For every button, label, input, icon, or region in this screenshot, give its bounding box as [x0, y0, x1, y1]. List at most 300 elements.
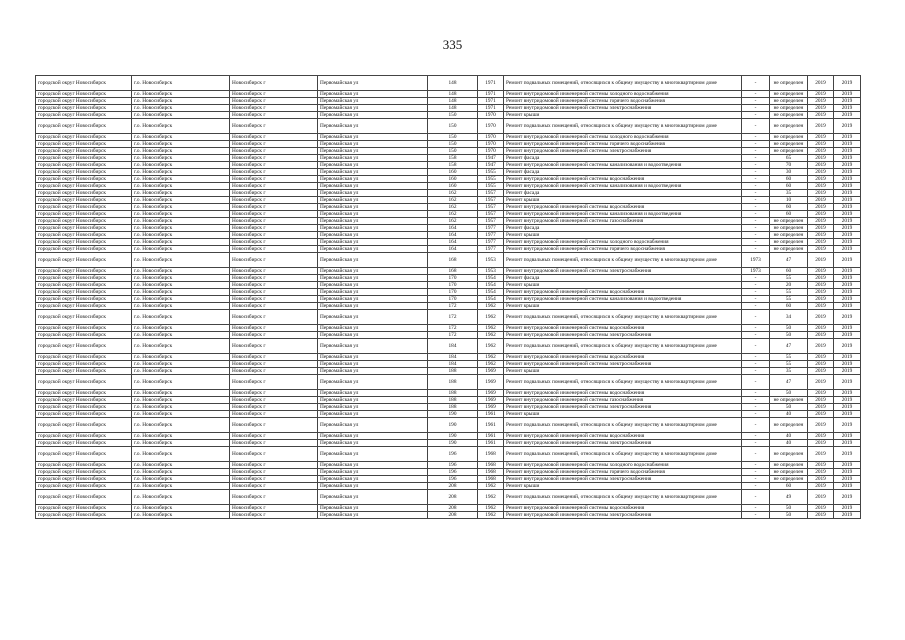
- table-row: [36, 483, 861, 490]
- settlement-cell: Новосибирск г: [230, 390, 318, 397]
- wear-percent-cell: 47: [770, 339, 808, 354]
- urban-district-cell: г.о. Новосибирск: [132, 332, 230, 339]
- street-cell: Первомайская ул: [318, 418, 428, 433]
- street-cell: Первомайская ул: [318, 112, 428, 119]
- plan-end-year-cell: 2019: [834, 354, 861, 361]
- last-repair-year-cell: -: [742, 176, 770, 183]
- settlement-cell: Новосибирск г: [230, 253, 318, 268]
- last-repair-year-cell: -: [742, 239, 770, 246]
- table-row: [36, 141, 861, 148]
- street-cell: Первомайская ул: [318, 433, 428, 440]
- municipality-cell: городской округ Новосибирск: [36, 76, 132, 91]
- plan-end-year-cell: 2019: [834, 183, 861, 190]
- house-number-cell: 160: [428, 169, 478, 176]
- house-number-cell: 190: [428, 433, 478, 440]
- table-row: [36, 91, 861, 98]
- wear-percent-cell: 47: [770, 253, 808, 268]
- plan-start-year-cell: 2019: [808, 332, 834, 339]
- plan-start-year-cell: 2019: [808, 325, 834, 332]
- plan-start-year-cell: 2019: [808, 246, 834, 253]
- table-row: [36, 433, 861, 440]
- settlement-cell: Новосибирск г: [230, 303, 318, 310]
- settlement-cell: Новосибирск г: [230, 246, 318, 253]
- plan-end-year-cell: 2019: [834, 339, 861, 354]
- plan-end-year-cell: 2019: [834, 218, 861, 225]
- commission-year-cell: 1954: [478, 282, 504, 289]
- street-cell: Первомайская ул: [318, 411, 428, 418]
- last-repair-year-cell: -: [742, 289, 770, 296]
- table-row: [36, 310, 861, 325]
- street-cell: Первомайская ул: [318, 339, 428, 354]
- plan-end-year-cell: 2019: [834, 390, 861, 397]
- municipality-cell: городской округ Новосибирск: [36, 190, 132, 197]
- commission-year-cell: 1962: [478, 354, 504, 361]
- plan-end-year-cell: 2019: [834, 433, 861, 440]
- house-number-cell: 208: [428, 490, 478, 505]
- settlement-cell: Новосибирск г: [230, 361, 318, 368]
- plan-start-year-cell: 2019: [808, 76, 834, 91]
- table-row: [36, 169, 861, 176]
- wear-percent-cell: не определен: [770, 462, 808, 469]
- plan-start-year-cell: 2019: [808, 162, 834, 169]
- plan-start-year-cell: 2019: [808, 105, 834, 112]
- last-repair-year-cell: -: [742, 476, 770, 483]
- plan-end-year-cell: 2019: [834, 275, 861, 282]
- plan-end-year-cell: 2019: [834, 141, 861, 148]
- wear-percent-cell: 40: [770, 440, 808, 447]
- work-type-cell: Ремонт внутридомовой инженерной системы холодного водоснабжения: [504, 462, 742, 469]
- last-repair-year-cell: -: [742, 303, 770, 310]
- urban-district-cell: г.о. Новосибирск: [132, 368, 230, 375]
- work-type-cell: Ремонт подвальных помещений, относящихся к общему имуществу в многоквартирном доме: [504, 339, 742, 354]
- house-number-cell: 168: [428, 253, 478, 268]
- last-repair-year-cell: -: [742, 447, 770, 462]
- municipality-cell: городской округ Новосибирск: [36, 134, 132, 141]
- last-repair-year-cell: -: [742, 197, 770, 204]
- last-repair-year-cell: -: [742, 390, 770, 397]
- street-cell: Первомайская ул: [318, 141, 428, 148]
- street-cell: Первомайская ул: [318, 332, 428, 339]
- urban-district-cell: г.о. Новосибирск: [132, 162, 230, 169]
- urban-district-cell: г.о. Новосибирск: [132, 469, 230, 476]
- plan-end-year-cell: 2019: [834, 512, 861, 519]
- plan-start-year-cell: 2019: [808, 361, 834, 368]
- municipality-cell: городской округ Новосибирск: [36, 204, 132, 211]
- municipality-cell: городской округ Новосибирск: [36, 289, 132, 296]
- plan-end-year-cell: 2019: [834, 268, 861, 275]
- commission-year-cell: 1962: [478, 303, 504, 310]
- table-row: [36, 462, 861, 469]
- commission-year-cell: 1970: [478, 119, 504, 134]
- street-cell: Первомайская ул: [318, 375, 428, 390]
- house-number-cell: 190: [428, 418, 478, 433]
- commission-year-cell: 1962: [478, 483, 504, 490]
- table-row: [36, 469, 861, 476]
- street-cell: Первомайская ул: [318, 183, 428, 190]
- house-number-cell: 190: [428, 440, 478, 447]
- wear-percent-cell: 70: [770, 162, 808, 169]
- wear-percent-cell: не определен: [770, 112, 808, 119]
- work-type-cell: Ремонт крыши: [504, 232, 742, 239]
- wear-percent-cell: 60: [770, 211, 808, 218]
- plan-end-year-cell: 2019: [834, 469, 861, 476]
- commission-year-cell: 1977: [478, 225, 504, 232]
- settlement-cell: Новосибирск г: [230, 91, 318, 98]
- table-row: [36, 390, 861, 397]
- table-row: [36, 447, 861, 462]
- street-cell: Первомайская ул: [318, 289, 428, 296]
- settlement-cell: Новосибирск г: [230, 98, 318, 105]
- wear-percent-cell: 49: [770, 490, 808, 505]
- street-cell: Первомайская ул: [318, 162, 428, 169]
- repair-schedule-table: [35, 75, 861, 519]
- plan-end-year-cell: 2019: [834, 282, 861, 289]
- urban-district-cell: г.о. Новосибирск: [132, 141, 230, 148]
- plan-start-year-cell: 2019: [808, 303, 834, 310]
- urban-district-cell: г.о. Новосибирск: [132, 303, 230, 310]
- work-type-cell: Ремонт подвальных помещений, относящихся к общему имуществу в многоквартирном доме: [504, 119, 742, 134]
- urban-district-cell: г.о. Новосибирск: [132, 512, 230, 519]
- plan-end-year-cell: 2019: [834, 462, 861, 469]
- house-number-cell: 148: [428, 98, 478, 105]
- street-cell: Первомайская ул: [318, 404, 428, 411]
- house-number-cell: 162: [428, 211, 478, 218]
- plan-start-year-cell: 2019: [808, 155, 834, 162]
- work-type-cell: Ремонт внутридомовой инженерной системы водоснабжения: [504, 325, 742, 332]
- commission-year-cell: 1970: [478, 134, 504, 141]
- urban-district-cell: г.о. Новосибирск: [132, 354, 230, 361]
- table-row: [36, 339, 861, 354]
- plan-end-year-cell: 2019: [834, 325, 861, 332]
- commission-year-cell: 1969: [478, 397, 504, 404]
- table-row: [36, 440, 861, 447]
- street-cell: Первомайская ул: [318, 483, 428, 490]
- table-body: [36, 76, 861, 519]
- street-cell: Первомайская ул: [318, 505, 428, 512]
- wear-percent-cell: не определен: [770, 469, 808, 476]
- plan-end-year-cell: 2019: [834, 411, 861, 418]
- municipality-cell: городской округ Новосибирск: [36, 332, 132, 339]
- plan-start-year-cell: 2019: [808, 390, 834, 397]
- urban-district-cell: г.о. Новосибирск: [132, 246, 230, 253]
- municipality-cell: городской округ Новосибирск: [36, 462, 132, 469]
- work-type-cell: Ремонт внутридомовой инженерной системы канализования и водоотведения: [504, 162, 742, 169]
- settlement-cell: Новосибирск г: [230, 275, 318, 282]
- last-repair-year-cell: -: [742, 296, 770, 303]
- work-type-cell: Ремонт подвальных помещений, относящихся к общему имуществу в многоквартирном доме: [504, 447, 742, 462]
- house-number-cell: 188: [428, 375, 478, 390]
- wear-percent-cell: не определен: [770, 218, 808, 225]
- commission-year-cell: 1947: [478, 155, 504, 162]
- work-type-cell: Ремонт внутридомовой инженерной системы водоснабжения: [504, 390, 742, 397]
- wear-percent-cell: 50: [770, 404, 808, 411]
- last-repair-year-cell: -: [742, 275, 770, 282]
- street-cell: Первомайская ул: [318, 325, 428, 332]
- house-number-cell: 162: [428, 190, 478, 197]
- plan-end-year-cell: 2019: [834, 368, 861, 375]
- urban-district-cell: г.о. Новосибирск: [132, 476, 230, 483]
- table-row: [36, 268, 861, 275]
- settlement-cell: Новосибирск г: [230, 476, 318, 483]
- house-number-cell: 150: [428, 134, 478, 141]
- street-cell: Первомайская ул: [318, 190, 428, 197]
- wear-percent-cell: 65: [770, 155, 808, 162]
- wear-percent-cell: не определен: [770, 91, 808, 98]
- plan-end-year-cell: 2019: [834, 397, 861, 404]
- wear-percent-cell: не определен: [770, 76, 808, 91]
- house-number-cell: 172: [428, 310, 478, 325]
- settlement-cell: Новосибирск г: [230, 375, 318, 390]
- table-row: [36, 112, 861, 119]
- wear-percent-cell: 40: [770, 433, 808, 440]
- work-type-cell: Ремонт внутридомовой инженерной системы водоснабжения: [504, 505, 742, 512]
- settlement-cell: Новосибирск г: [230, 112, 318, 119]
- plan-start-year-cell: 2019: [808, 296, 834, 303]
- wear-percent-cell: не определен: [770, 397, 808, 404]
- wear-percent-cell: не определен: [770, 225, 808, 232]
- wear-percent-cell: не определен: [770, 239, 808, 246]
- work-type-cell: Ремонт внутридомовой инженерной системы газоснабжения: [504, 218, 742, 225]
- commission-year-cell: 1971: [478, 76, 504, 91]
- work-type-cell: Ремонт подвальных помещений, относящихся к общему имуществу в многоквартирном доме: [504, 418, 742, 433]
- plan-end-year-cell: 2019: [834, 232, 861, 239]
- commission-year-cell: 1953: [478, 268, 504, 275]
- plan-start-year-cell: 2019: [808, 447, 834, 462]
- plan-start-year-cell: 2019: [808, 218, 834, 225]
- house-number-cell: 170: [428, 275, 478, 282]
- house-number-cell: 188: [428, 368, 478, 375]
- table-row: [36, 512, 861, 519]
- house-number-cell: 164: [428, 239, 478, 246]
- plan-end-year-cell: 2019: [834, 239, 861, 246]
- house-number-cell: 160: [428, 176, 478, 183]
- municipality-cell: городской округ Новосибирск: [36, 354, 132, 361]
- wear-percent-cell: 10: [770, 197, 808, 204]
- municipality-cell: городской округ Новосибирск: [36, 162, 132, 169]
- street-cell: Первомайская ул: [318, 361, 428, 368]
- street-cell: Первомайская ул: [318, 390, 428, 397]
- settlement-cell: Новосибирск г: [230, 354, 318, 361]
- plan-end-year-cell: 2019: [834, 197, 861, 204]
- plan-start-year-cell: 2019: [808, 490, 834, 505]
- urban-district-cell: г.о. Новосибирск: [132, 98, 230, 105]
- plan-start-year-cell: 2019: [808, 197, 834, 204]
- commission-year-cell: 1962: [478, 332, 504, 339]
- plan-end-year-cell: 2019: [834, 98, 861, 105]
- table-row: [36, 490, 861, 505]
- work-type-cell: Ремонт внутридомовой инженерной системы электроснабжения: [504, 476, 742, 483]
- plan-start-year-cell: 2019: [808, 183, 834, 190]
- plan-start-year-cell: 2019: [808, 469, 834, 476]
- commission-year-cell: 1955: [478, 183, 504, 190]
- table-row: [36, 411, 861, 418]
- table-row: [36, 325, 861, 332]
- page-number: 335: [442, 37, 463, 52]
- urban-district-cell: г.о. Новосибирск: [132, 275, 230, 282]
- house-number-cell: 150: [428, 141, 478, 148]
- wear-percent-cell: не определен: [770, 134, 808, 141]
- commission-year-cell: 1971: [478, 98, 504, 105]
- table-row: [36, 105, 861, 112]
- last-repair-year-cell: -: [742, 282, 770, 289]
- commission-year-cell: 1954: [478, 289, 504, 296]
- wear-percent-cell: 50: [770, 325, 808, 332]
- street-cell: Первомайская ул: [318, 476, 428, 483]
- house-number-cell: 150: [428, 148, 478, 155]
- commission-year-cell: 1969: [478, 368, 504, 375]
- plan-end-year-cell: 2019: [834, 204, 861, 211]
- wear-percent-cell: 60: [770, 183, 808, 190]
- municipality-cell: городской округ Новосибирск: [36, 211, 132, 218]
- street-cell: Первомайская ул: [318, 98, 428, 105]
- house-number-cell: 170: [428, 282, 478, 289]
- commission-year-cell: 1971: [478, 105, 504, 112]
- street-cell: Первомайская ул: [318, 91, 428, 98]
- plan-end-year-cell: 2019: [834, 483, 861, 490]
- house-number-cell: 164: [428, 246, 478, 253]
- work-type-cell: Ремонт подвальных помещений, относящихся к общему имуществу в многоквартирном доме: [504, 76, 742, 91]
- last-repair-year-cell: -: [742, 404, 770, 411]
- wear-percent-cell: 30: [770, 169, 808, 176]
- work-type-cell: Ремонт внутридомовой инженерной системы холодного водоснабжения: [504, 134, 742, 141]
- plan-start-year-cell: 2019: [808, 141, 834, 148]
- table-row: [36, 275, 861, 282]
- house-number-cell: 172: [428, 325, 478, 332]
- last-repair-year-cell: -: [742, 462, 770, 469]
- municipality-cell: городской округ Новосибирск: [36, 310, 132, 325]
- table-row: [36, 119, 861, 134]
- plan-end-year-cell: 2019: [834, 91, 861, 98]
- urban-district-cell: г.о. Новосибирск: [132, 268, 230, 275]
- plan-end-year-cell: 2019: [834, 505, 861, 512]
- work-type-cell: Ремонт фасада: [504, 169, 742, 176]
- house-number-cell: 158: [428, 155, 478, 162]
- settlement-cell: Новосибирск г: [230, 239, 318, 246]
- plan-start-year-cell: 2019: [808, 404, 834, 411]
- wear-percent-cell: 40: [770, 411, 808, 418]
- municipality-cell: городской округ Новосибирск: [36, 339, 132, 354]
- commission-year-cell: 1961: [478, 440, 504, 447]
- table-row: [36, 197, 861, 204]
- last-repair-year-cell: -: [742, 433, 770, 440]
- urban-district-cell: г.о. Новосибирск: [132, 505, 230, 512]
- house-number-cell: 168: [428, 268, 478, 275]
- last-repair-year-cell: -: [742, 141, 770, 148]
- last-repair-year-cell: -: [742, 310, 770, 325]
- table-row: [36, 246, 861, 253]
- plan-start-year-cell: 2019: [808, 204, 834, 211]
- settlement-cell: Новосибирск г: [230, 225, 318, 232]
- wear-percent-cell: 60: [770, 204, 808, 211]
- settlement-cell: Новосибирск г: [230, 169, 318, 176]
- urban-district-cell: г.о. Новосибирск: [132, 397, 230, 404]
- work-type-cell: Ремонт внутридомовой инженерной системы электроснабжения: [504, 105, 742, 112]
- urban-district-cell: г.о. Новосибирск: [132, 289, 230, 296]
- wear-percent-cell: 50: [770, 332, 808, 339]
- work-type-cell: Ремонт внутридомовой инженерной системы водоснабжения: [504, 204, 742, 211]
- municipality-cell: городской округ Новосибирск: [36, 440, 132, 447]
- municipality-cell: городской округ Новосибирск: [36, 476, 132, 483]
- table-row: [36, 303, 861, 310]
- work-type-cell: Ремонт подвальных помещений, относящихся к общему имуществу в многоквартирном доме: [504, 253, 742, 268]
- street-cell: Первомайская ул: [318, 469, 428, 476]
- wear-percent-cell: не определен: [770, 476, 808, 483]
- last-repair-year-cell: -: [742, 105, 770, 112]
- last-repair-year-cell: -: [742, 339, 770, 354]
- urban-district-cell: г.о. Новосибирск: [132, 483, 230, 490]
- work-type-cell: Ремонт крыши: [504, 112, 742, 119]
- settlement-cell: Новосибирск г: [230, 197, 318, 204]
- commission-year-cell: 1962: [478, 512, 504, 519]
- settlement-cell: Новосибирск г: [230, 505, 318, 512]
- table-row: [36, 361, 861, 368]
- commission-year-cell: 1969: [478, 404, 504, 411]
- municipality-cell: городской округ Новосибирск: [36, 183, 132, 190]
- table-row: [36, 225, 861, 232]
- house-number-cell: 148: [428, 76, 478, 91]
- plan-start-year-cell: 2019: [808, 112, 834, 119]
- street-cell: Первомайская ул: [318, 204, 428, 211]
- urban-district-cell: г.о. Новосибирск: [132, 361, 230, 368]
- house-number-cell: 148: [428, 91, 478, 98]
- last-repair-year-cell: -: [742, 204, 770, 211]
- work-type-cell: Ремонт крыши: [504, 411, 742, 418]
- last-repair-year-cell: -: [742, 183, 770, 190]
- street-cell: Первомайская ул: [318, 148, 428, 155]
- last-repair-year-cell: -: [742, 440, 770, 447]
- commission-year-cell: 1957: [478, 211, 504, 218]
- table-row: [36, 211, 861, 218]
- municipality-cell: городской округ Новосибирск: [36, 176, 132, 183]
- wear-percent-cell: не определен: [770, 105, 808, 112]
- table-row: [36, 289, 861, 296]
- wear-percent-cell: 55: [770, 296, 808, 303]
- house-number-cell: 188: [428, 390, 478, 397]
- wear-percent-cell: 60: [770, 176, 808, 183]
- plan-start-year-cell: 2019: [808, 253, 834, 268]
- table-row: [36, 148, 861, 155]
- last-repair-year-cell: -: [742, 505, 770, 512]
- settlement-cell: Новосибирск г: [230, 325, 318, 332]
- street-cell: Первомайская ул: [318, 354, 428, 361]
- commission-year-cell: 1947: [478, 162, 504, 169]
- municipality-cell: городской округ Новосибирск: [36, 325, 132, 332]
- street-cell: Первомайская ул: [318, 211, 428, 218]
- municipality-cell: городской округ Новосибирск: [36, 469, 132, 476]
- urban-district-cell: г.о. Новосибирск: [132, 105, 230, 112]
- table-row: [36, 134, 861, 141]
- urban-district-cell: г.о. Новосибирск: [132, 339, 230, 354]
- wear-percent-cell: не определен: [770, 447, 808, 462]
- commission-year-cell: 1957: [478, 204, 504, 211]
- wear-percent-cell: 20: [770, 282, 808, 289]
- street-cell: Первомайская ул: [318, 368, 428, 375]
- house-number-cell: 162: [428, 204, 478, 211]
- work-type-cell: Ремонт внутридомовой инженерной системы канализования и водоотведения: [504, 296, 742, 303]
- house-number-cell: 148: [428, 105, 478, 112]
- street-cell: Первомайская ул: [318, 462, 428, 469]
- municipality-cell: городской округ Новосибирск: [36, 141, 132, 148]
- wear-percent-cell: 50: [770, 390, 808, 397]
- street-cell: Первомайская ул: [318, 296, 428, 303]
- plan-end-year-cell: 2019: [834, 211, 861, 218]
- urban-district-cell: г.о. Новосибирск: [132, 148, 230, 155]
- urban-district-cell: г.о. Новосибирск: [132, 282, 230, 289]
- plan-start-year-cell: 2019: [808, 440, 834, 447]
- commission-year-cell: 1968: [478, 469, 504, 476]
- last-repair-year-cell: -: [742, 91, 770, 98]
- commission-year-cell: 1954: [478, 275, 504, 282]
